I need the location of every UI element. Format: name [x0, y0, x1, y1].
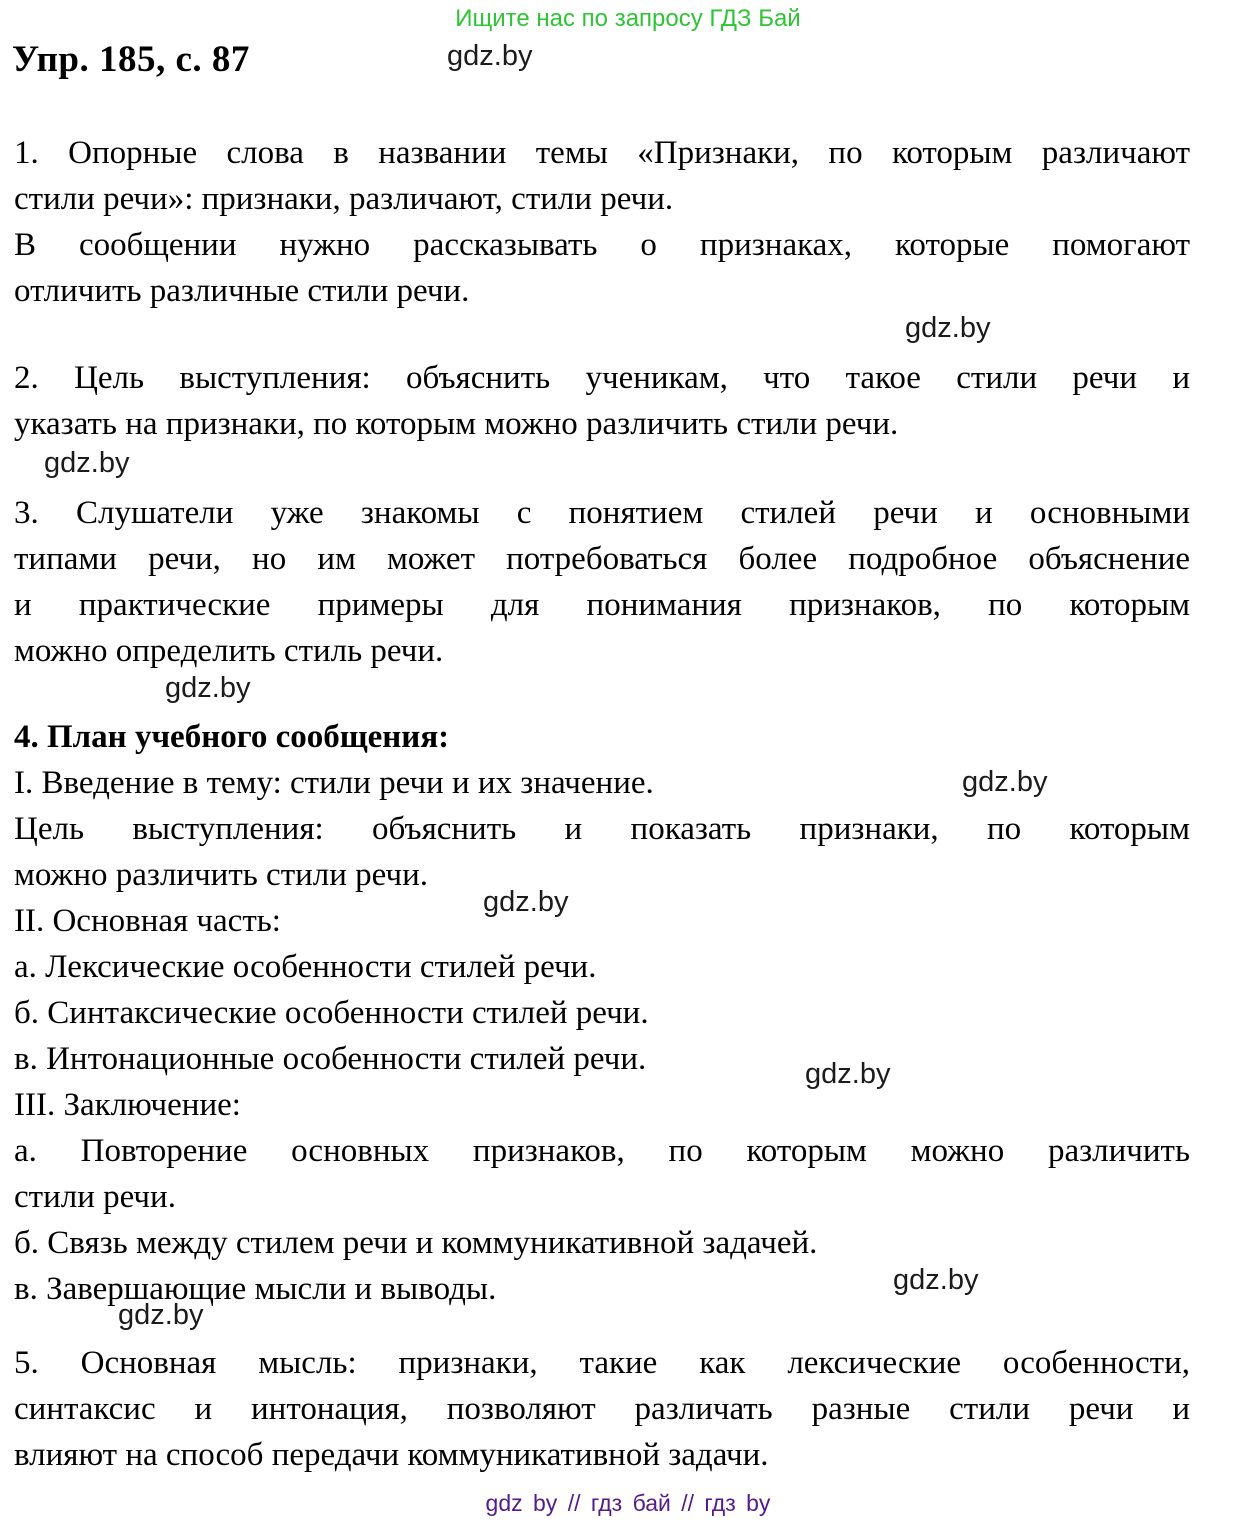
- footer-links[interactable]: gdz by // гдз бай // гдз by: [485, 1490, 771, 1516]
- plan-item: а. Лексические особенности стилей речи.: [14, 949, 597, 985]
- plan-item: II. Основная часть:: [14, 903, 281, 939]
- gdz-watermark: gdz.by: [805, 1058, 891, 1090]
- text-line: 2. Цель выступления: объяснить ученикам, что такое стили речи и: [14, 360, 1190, 396]
- gdz-watermark: gdz.by: [483, 886, 569, 918]
- text-line: 5. Основная мысль: признаки, такие как лексические особенности,: [14, 1345, 1190, 1381]
- text-line: типами речи, но им может потребоваться более подробное объяснение: [14, 541, 1190, 577]
- text-line: и практические примеры для понимания признаков, по которым: [14, 587, 1190, 623]
- plan-item: а. Повторение основных признаков, по которым можно различить: [14, 1133, 1190, 1169]
- gdz-watermark: gdz.by: [165, 672, 251, 704]
- plan-item: в. Интонационные особенности стилей речи.: [14, 1041, 647, 1077]
- promo-banner: Ищите нас по запросу ГДЗ Бай: [455, 5, 801, 32]
- text-line: 1. Опорные слова в названии темы «Признаки, по которым различают: [14, 135, 1190, 171]
- plan-item: б. Синтаксические особенности стилей речи.: [14, 995, 649, 1031]
- plan-item: Цель выступления: объяснить и показать признаки, по которым: [14, 811, 1190, 847]
- text-line: В сообщении нужно рассказывать о признаках, которые помогают: [14, 227, 1190, 263]
- gdz-watermark: gdz.by: [447, 40, 533, 72]
- page-title: Упр. 185, с. 87: [12, 39, 250, 80]
- gdz-watermark: gdz.by: [44, 447, 130, 479]
- gdz-watermark: gdz.by: [893, 1264, 979, 1296]
- plan-item: I. Введение в тему: стили речи и их значение.: [14, 765, 654, 801]
- text-line: отличить различные стили речи.: [14, 273, 470, 309]
- plan-item: можно различить стили речи.: [14, 857, 428, 893]
- text-line: указать на признаки, по которым можно различить стили речи.: [14, 406, 899, 442]
- text-line: влияют на способ передачи коммуникативной задачи.: [14, 1437, 769, 1473]
- paragraph-answer-2: [14, 355, 1190, 447]
- text-line: можно определить стиль речи.: [14, 633, 444, 669]
- text-line: стили речи»: признаки, различают, стили речи.: [14, 181, 674, 217]
- plan-heading: 4. План учебного сообщения:: [14, 719, 450, 755]
- gdz-watermark: gdz.by: [962, 766, 1048, 798]
- text-line: синтаксис и интонация, позволяют различать разные стили речи и: [14, 1391, 1190, 1427]
- plan-item: III. Заключение:: [14, 1087, 241, 1123]
- plan-item: в. Завершающие мысли и выводы.: [14, 1271, 497, 1307]
- gdz-watermark: gdz.by: [118, 1299, 204, 1331]
- paragraph-answer-1: [14, 130, 1190, 314]
- plan-item: стили речи.: [14, 1179, 176, 1215]
- gdz-watermark: gdz.by: [905, 312, 991, 344]
- paragraph-answer-3: [14, 490, 1190, 674]
- paragraph-answer-4-plan: [14, 714, 1190, 1312]
- text-line: 3. Слушатели уже знакомы с понятием стилей речи и основными: [14, 495, 1190, 531]
- paragraph-answer-5: [14, 1340, 1190, 1478]
- plan-item: б. Связь между стилем речи и коммуникативной задачей.: [14, 1225, 818, 1261]
